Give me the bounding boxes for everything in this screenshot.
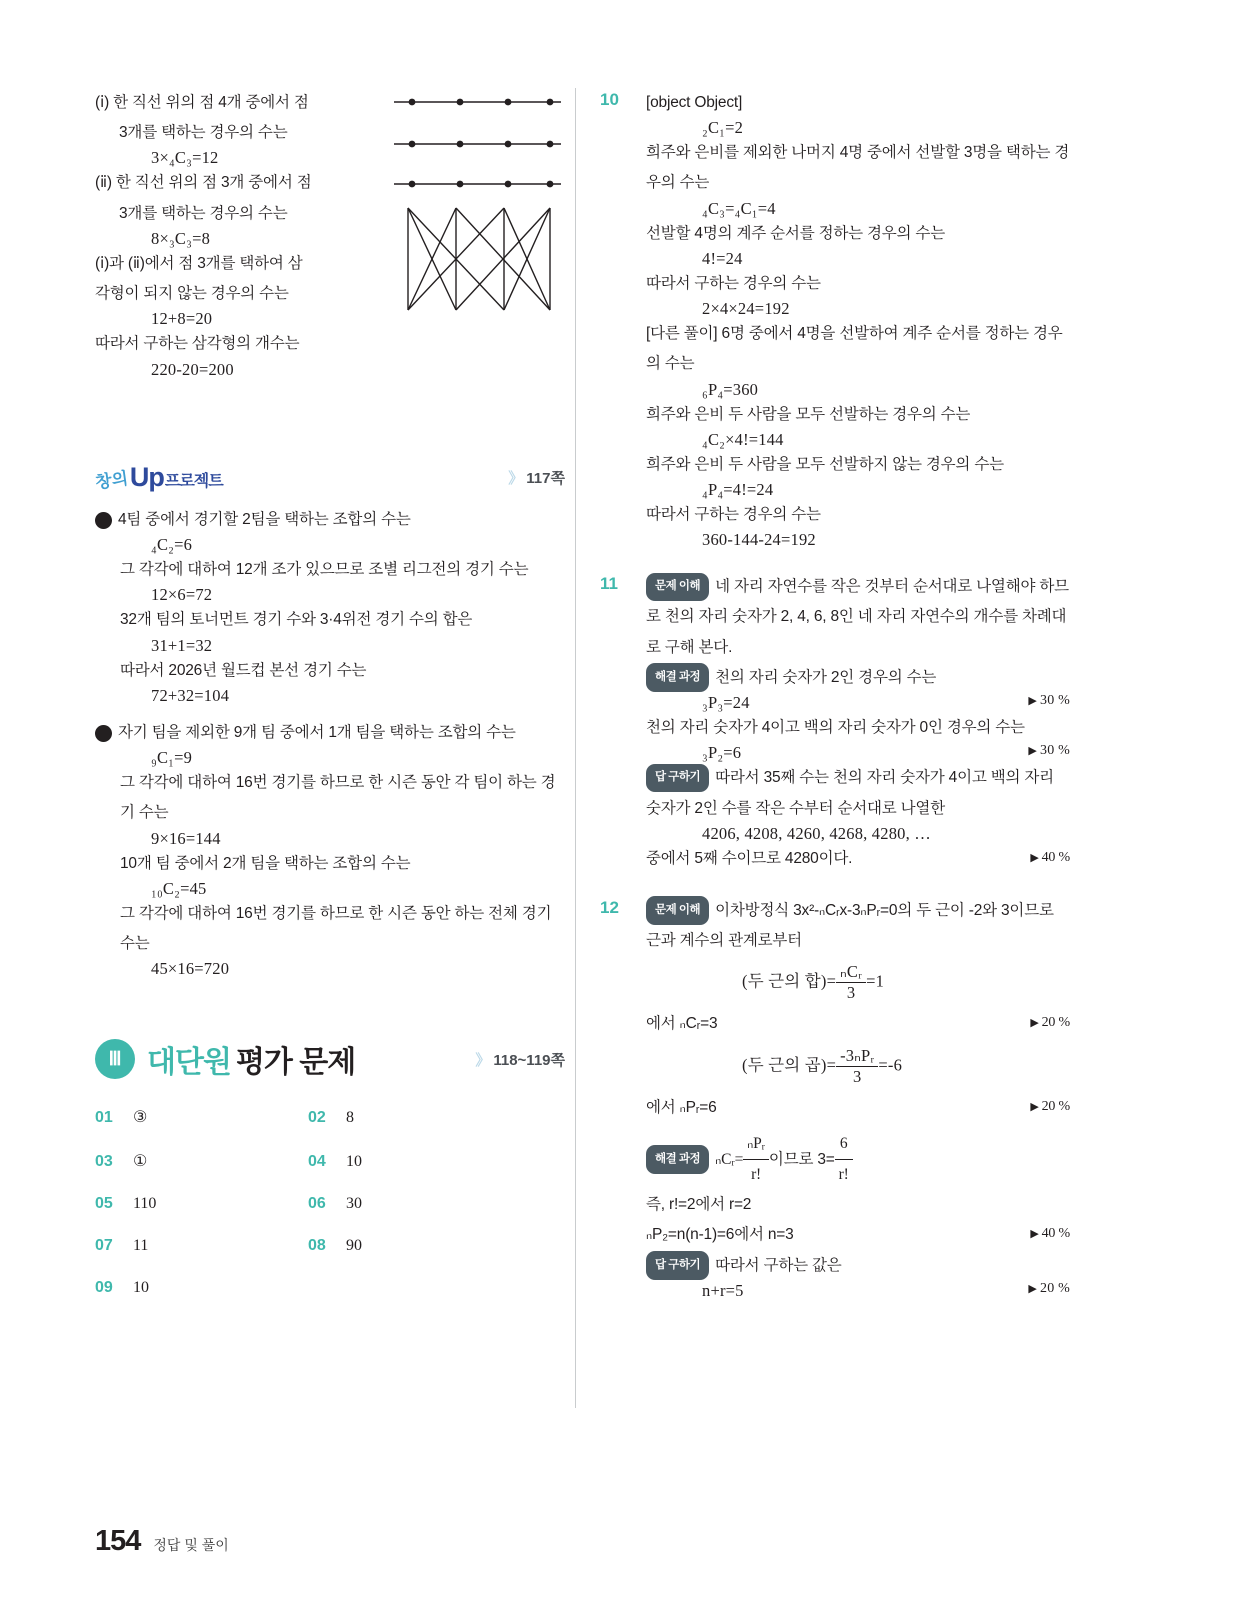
geometry-figure (390, 88, 565, 318)
solution-line: 희주와 은비를 제외한 나머지 4명 중에서 선발할 3명을 택하는 경우의 수는 (646, 144, 1070, 192)
up-project-item (88, 718, 565, 979)
solution-line (646, 1093, 1070, 1123)
math-line: 360-144-24=192 (702, 530, 816, 550)
problem-number: 11 (600, 574, 618, 594)
chapter-title-rest: 평가 문제 (235, 1046, 356, 1080)
answer-number: 05 (95, 1195, 113, 1213)
solution-line (646, 763, 1070, 823)
math-line: ₆P₄=360 (702, 379, 759, 399)
answer-number: 02 (308, 1109, 326, 1127)
item-line: 따라서 2026년 월드컵 본선 경기 수는 (120, 661, 367, 679)
math-line: ₁₀C₂=45 (151, 878, 207, 898)
fraction (836, 962, 866, 1003)
solution-line: 각형이 되지 않는 경우의 수는 (95, 285, 289, 303)
item-line (88, 505, 565, 535)
solution-line: 희주와 은비 두 사람을 모두 선발하지 않는 경우의 수는 (646, 455, 1004, 473)
fraction-numerator: 6 (835, 1129, 853, 1160)
item-text: 4팀 중에서 경기할 2팀을 택하는 조합의 수는 (118, 511, 411, 528)
solution-text: 네 자리 자연수를 작은 것부터 순서대로 나열해야 하므로 천의 자리 숫자가 2, 4, 6, 8인 네 자리 자연수의 개수를 차례대로 구해 본다. (646, 578, 1069, 656)
math-line: 3×₄C₃=12 (151, 148, 219, 168)
solution-text: 천의 자리 숫자가 2인 경우의 수는 (715, 668, 937, 686)
answer-value: 10 (133, 1279, 149, 1297)
math-line: 220-20=200 (151, 359, 234, 379)
solution-line: 따라서 구하는 삼각형의 개수는 (95, 335, 300, 353)
solution-text: 따라서 구하는 값은 (715, 1256, 842, 1274)
math-text: ₃P₃=24 (702, 693, 750, 713)
solution-line (646, 896, 1070, 956)
fraction-mid: 이므로 3= (768, 1150, 835, 1168)
fraction-numerator: ₙCᵣ (836, 962, 866, 983)
answer-value: 8 (346, 1109, 354, 1127)
triangle-right-icon: ▶ (1028, 695, 1038, 708)
score-annotation: ▶ 20 % (1030, 1015, 1070, 1031)
item-line: 그 각각에 대하여 12개 조가 있으므로 조별 리그전의 경기 수는 (120, 561, 529, 579)
fraction-lead: (두 근의 합)= (742, 971, 837, 991)
step-tag-understanding: 문제 이해 (646, 896, 709, 924)
up-project-label-project: 프로젝트 (164, 473, 223, 490)
step-tag-answer: 답 구하기 (646, 1251, 709, 1279)
fraction-denominator: 3 (853, 1066, 862, 1086)
math-line: 45×16=720 (151, 959, 230, 979)
fraction-denominator: r! (838, 1166, 849, 1184)
solution-text: 중에서 5째 수이므로 4280이다. (646, 849, 853, 867)
answer-value: ③ (133, 1109, 148, 1127)
solution-line (646, 844, 1070, 874)
math-fraction-line (646, 962, 1070, 1003)
up-project-header (95, 462, 565, 493)
solution-line: 3개를 택하는 경우의 수는 (119, 204, 288, 222)
solution-text: 에서 ₙPᵣ=6 (646, 1098, 717, 1116)
item-line: 그 각각에 대하여 16번 경기를 하므로 한 시즌 동안 각 팀이 하는 경기 수는 (120, 774, 556, 822)
solution-line: 3개를 택하는 경우의 수는 (119, 124, 288, 142)
answer-number: 08 (308, 1237, 326, 1255)
answer-value: 11 (133, 1237, 149, 1255)
math-fraction-line (646, 1046, 1070, 1087)
math-line (646, 1281, 1070, 1301)
step-tag-answer: 답 구하기 (646, 764, 709, 792)
solution-line (646, 572, 1070, 663)
math-line: ₂C₁=2 (702, 118, 744, 138)
solution-line: 즉, r!=2에서 r=2 (646, 1196, 752, 1214)
fraction-numerator: ₙPᵣ (743, 1129, 769, 1160)
triangle-right-icon: ▶ (1028, 1282, 1038, 1295)
up-project-label-chang: 창의 (94, 468, 130, 493)
chapter-title-group (95, 1037, 355, 1081)
solution-line (646, 1129, 1070, 1190)
math-line: 2×4×24=192 (702, 299, 790, 319)
problem-solution (600, 88, 1070, 550)
triangle-right-icon: ▶ (1030, 1228, 1039, 1241)
answer-grid (95, 1107, 565, 1297)
chapter-badge: Ⅲ (95, 1039, 135, 1079)
math-line: 12+8=20 (151, 309, 213, 329)
chevron-right-icon: 》 (475, 1051, 488, 1069)
page-reference-label: 117쪽 (526, 470, 565, 487)
page-reference (508, 467, 565, 488)
solution-text: 에서 ₙCᵣ=3 (646, 1015, 718, 1033)
solution-text: 따라서 35째 수는 천의 자리 숫자가 4이고 백의 자리 숫자가 2인 수를 작은 수부터 순서대로 나열한 (646, 769, 1054, 817)
fraction-denominator: r! (751, 1166, 761, 1184)
math-line: 9×16=144 (151, 828, 221, 848)
math-line: ₉C₁=9 (151, 748, 193, 768)
points-and-lines-diagram (390, 88, 565, 313)
solution-line: (ⅰ) 한 직선 위의 점 4개 중에서 점 (95, 94, 309, 111)
solution-top-block (95, 88, 565, 428)
folio-label: 정답 및 풀이 (153, 1537, 229, 1553)
math-line: 4206, 4208, 4260, 4268, 4280, … (702, 823, 931, 843)
step-tag-understanding: 문제 이해 (646, 573, 709, 601)
item-text: 자기 팀을 제외한 9개 팀 중에서 1개 팀을 택하는 조합의 수는 (118, 723, 516, 741)
fraction-denominator: 3 (846, 983, 856, 1003)
item-number-badge: 1 (95, 512, 112, 529)
solution-line (646, 1009, 1070, 1039)
score-annotation: ▶ 20 % (1028, 1280, 1070, 1296)
math-line: ₄C₃=₄C₁=4 (702, 198, 776, 218)
score-annotation: ▶ 20 % (1030, 1098, 1070, 1114)
solution-text: ₙP₂=n(n-1)=6에서 n=3 (646, 1226, 794, 1244)
triangle-right-icon: ▶ (1030, 1100, 1039, 1113)
score-annotation: ▶ 40 % (1030, 849, 1070, 865)
math-text: n+r=5 (702, 1280, 744, 1300)
answer-number: 07 (95, 1237, 113, 1255)
solution-line: 따라서 구하는 경우의 수는 (646, 274, 821, 292)
fraction-lead: ₙCᵣ= (715, 1150, 744, 1168)
page-reference-label: 118~119쪽 (493, 1051, 565, 1069)
fraction (836, 1046, 878, 1087)
score-annotation: ▶ 30 % (1028, 743, 1070, 759)
answer-value: ① (133, 1153, 148, 1171)
up-project-title (95, 462, 223, 493)
answer-number: 04 (308, 1153, 326, 1171)
chapter-title-accent: 대단원 (147, 1046, 231, 1080)
problem-number: 12 (600, 897, 619, 917)
math-line: ₄P₄=4!=24 (702, 479, 774, 499)
math-line (646, 693, 1070, 713)
score-annotation: ▶ 40 % (1030, 1226, 1070, 1242)
chevron-right-icon: 》 (508, 470, 521, 487)
item-line: 10개 팀 중에서 2개 팀을 택하는 조합의 수는 (120, 854, 411, 872)
page-footer (95, 1525, 229, 1558)
chapter-heading (95, 1037, 565, 1081)
math-line: ₄C₂=6 (151, 535, 193, 555)
triangle-right-icon: ▶ (1028, 745, 1038, 758)
math-line: 12×6=72 (151, 585, 213, 605)
right-column (600, 88, 1070, 1323)
fraction-tail: =1 (866, 971, 885, 991)
fraction-numerator: -3ₙPᵣ (836, 1046, 878, 1067)
math-line: 4!=24 (702, 248, 743, 268)
up-project-item (88, 505, 565, 706)
answer-value: 90 (346, 1237, 362, 1255)
fraction-tail: =-6 (878, 1054, 903, 1074)
math-line (646, 743, 1070, 763)
solution-line: [다른 풀이] 6명 중에서 4명을 선발하여 계주 순서를 정하는 경우의 수는 (646, 325, 1063, 373)
math-line: 8×₃C₃=8 (151, 228, 211, 248)
problem-solution (600, 896, 1070, 1301)
problem-number: 10 (600, 90, 619, 109)
item-number-badge: 2 (95, 725, 112, 742)
answer-number: 09 (95, 1279, 113, 1297)
answer-value: 110 (133, 1195, 157, 1213)
solution-line: [object Object] (646, 94, 743, 111)
math-line: 31+1=32 (151, 635, 213, 655)
item-line: 32개 팀의 토너먼트 경기 수와 3·4위전 경기 수의 합은 (120, 611, 473, 629)
folio-number: 154 (95, 1525, 141, 1557)
solution-line (646, 1251, 1070, 1281)
score-annotation: ▶ 30 % (1028, 693, 1070, 709)
answer-value: 30 (346, 1195, 362, 1213)
up-project-label-up: Up (129, 462, 164, 492)
math-line: 72+32=104 (151, 685, 230, 705)
left-column (88, 88, 565, 1297)
page-reference (475, 1049, 565, 1070)
answer-value: 10 (346, 1153, 362, 1171)
answer-number: 01 (95, 1109, 113, 1127)
solution-line: 희주와 은비 두 사람을 모두 선발하는 경우의 수는 (646, 405, 971, 423)
solution-line: 천의 자리 숫자가 4이고 백의 자리 숫자가 0인 경우의 수는 (646, 719, 1025, 737)
solution-line: (ⅱ) 한 직선 위의 점 3개 중에서 점 (95, 174, 312, 192)
solution-line (646, 663, 1070, 693)
solution-line (646, 1220, 1070, 1250)
math-line: ₄C₂×4!=144 (702, 429, 784, 449)
fraction (743, 1129, 769, 1190)
triangle-right-icon: ▶ (1030, 1017, 1039, 1030)
column-divider (575, 88, 576, 1408)
solution-line: 선발할 4명의 계주 순서를 정하는 경우의 수는 (646, 224, 945, 242)
step-tag-process: 해결 과정 (646, 663, 709, 691)
answer-number: 03 (95, 1153, 113, 1171)
answer-number: 06 (308, 1195, 326, 1213)
solution-line: (ⅰ)과 (ⅱ)에서 점 3개를 택하여 삼 (95, 254, 303, 272)
step-tag-process: 해결 과정 (646, 1145, 709, 1173)
item-line: 그 각각에 대하여 16번 경기를 하므로 한 시즌 동안 하는 전체 경기 수는 (120, 904, 552, 952)
solution-text: 이차방정식 3x²-ₙCᵣx-3ₙPᵣ=0의 두 근이 -2와 3이므로 근과 계수의 관계로부터 (646, 901, 1054, 950)
solution-line: 따라서 구하는 경우의 수는 (646, 505, 821, 523)
fraction-lead: (두 근의 곱)= (742, 1054, 837, 1074)
problem-solution (600, 572, 1070, 874)
fraction (835, 1129, 853, 1190)
triangle-right-icon: ▶ (1030, 851, 1039, 864)
math-text: ₃P₂=6 (702, 743, 742, 763)
item-line (88, 718, 565, 748)
